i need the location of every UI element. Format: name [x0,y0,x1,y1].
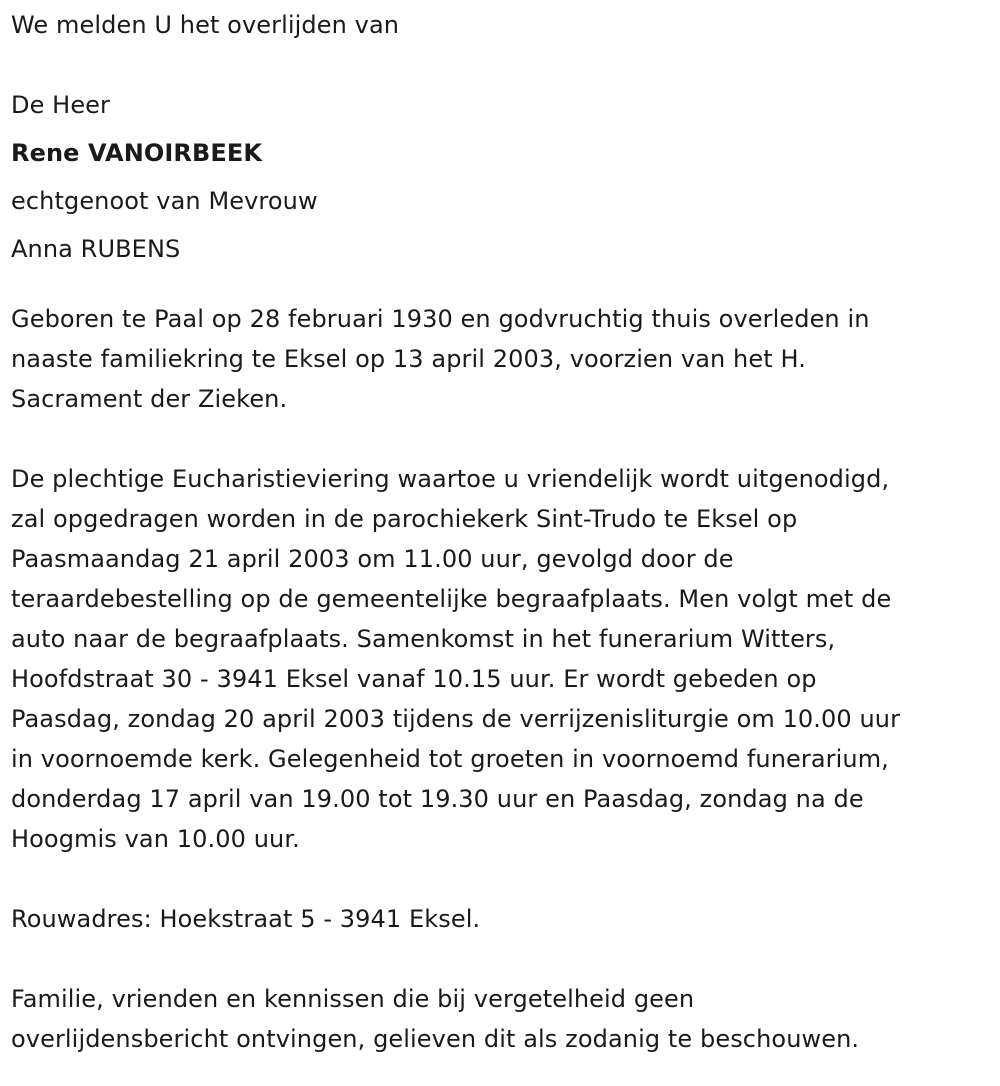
paragraph-line: auto naar de begraafplaats. Samenkomst in het funerarium Witters, [11,625,836,653]
paragraph-line: zal opgedragen worden in de parochiekerk Sint-Trudo te Eksel op [11,505,798,533]
paragraph-line: teraardebestelling op de gemeentelijke begraafplaats. Men volgt met de [11,585,892,613]
relation-text: echtgenoot van Mevrouw [11,187,318,215]
deceased-name: Rene VANOIRBEEK [11,139,263,167]
mourning-address [11,899,996,939]
paragraph-line: Paasdag, zondag 20 april 2003 tijdens de verrijzenisliturgie om 10.00 uur [11,705,901,733]
paragraph-line: Paasmaandag 21 april 2003 om 11.00 uur, gevolgd door de [11,545,734,573]
paragraph-line: Hoogmis van 10.00 uur. [11,825,300,853]
deceased-block [11,85,996,277]
birth-death-paragraph [11,299,996,419]
funeral-paragraph [11,459,996,859]
paragraph-line: naaste familiekring te Eksel op 13 april 2003, voorzien van het H. [11,345,806,373]
paragraph-line: in voornoemde kerk. Gelegenheid tot groeten in voornoemd funerarium, [11,745,889,773]
paragraph-line: Familie, vrienden en kennissen die bij vergetelheid geen [11,985,695,1013]
spouse-name: Anna RUBENS [11,235,181,263]
paragraph-line: Geboren te Paal op 28 februari 1930 en godvruchtig thuis overleden in [11,305,870,333]
paragraph-line: donderdag 17 april van 19.00 tot 19.30 uur en Paasdag, zondag na de [11,785,864,813]
closing-paragraph [11,979,996,1059]
notice-opening: We melden U het overlijden van [11,11,400,39]
paragraph-line: overlijdensbericht ontvingen, gelieven dit als zodanig te beschouwen. [11,1025,860,1053]
salutation: De Heer [11,91,111,119]
address-line: Rouwadres: Hoekstraat 5 - 3941 Eksel. [11,905,481,933]
paragraph-line: Hoofdstraat 30 - 3941 Eksel vanaf 10.15 uur. Er wordt gebeden op [11,665,817,693]
paragraph-line: Sacrament der Zieken. [11,385,288,413]
death-notice [11,0,996,1059]
paragraph-line: De plechtige Eucharistieviering waartoe u vriendelijk wordt uitgenodigd, [11,465,890,493]
